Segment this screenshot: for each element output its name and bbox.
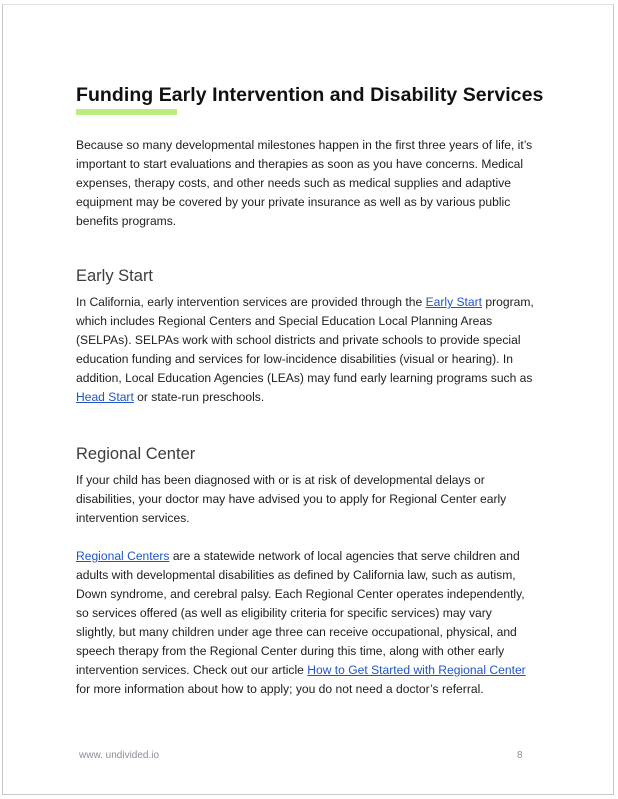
document-page: [2, 4, 614, 795]
text-line: slightly, but many children under age three can receive occupational, physical, and: [76, 625, 517, 639]
text-span: are a statewide network of local agencies that serve children and: [169, 549, 520, 563]
text-line: disabilities, your doctor may have advised you to apply for Regional Center early: [76, 492, 507, 506]
text-line: speech therapy from the Regional Center during this time, along with other early: [76, 644, 505, 658]
text-line: for more information about how to apply; you do not need a doctor’s referral.: [76, 682, 484, 696]
section-heading-regional-center: Regional Center: [76, 445, 196, 463]
how-to-get-started-link[interactable]: How to Get Started with Regional Center: [307, 663, 526, 677]
text-line: [76, 661, 556, 680]
text-line: (SELPAs). SELPAs work with school districts and private schools to provide special: [76, 333, 521, 347]
text-line: If your child has been diagnosed with or is at risk of developmental delays or: [76, 473, 485, 487]
text-span: intervention services. Check out our article: [76, 663, 308, 677]
intro-paragraph: [76, 136, 556, 231]
text-span: or state-run preschools.: [133, 390, 265, 404]
section-heading-early-start: Early Start: [76, 267, 154, 285]
text-line: Because so many developmental milestones happen in the first three years of life, it’s: [76, 138, 533, 152]
text-line: adults with developmental disabilities as defined by California law, such as autism,: [76, 568, 516, 582]
head-start-link[interactable]: Head Start: [76, 390, 134, 404]
title-accent-underline: [76, 109, 177, 115]
early-start-link[interactable]: Early Start: [425, 295, 483, 309]
text-line: education funding and services for low-incidence disabilities (visual or hearing). In: [76, 352, 513, 366]
text-line: addition, Local Education Agencies (LEAs) may fund early learning programs such as: [76, 371, 533, 385]
text-line: Down syndrome, and cerebral palsy. Each Regional Center operates independently,: [76, 587, 525, 601]
text-line: important to start evaluations and therapies as soon as you have concerns. Medical: [76, 157, 524, 171]
regional-center-paragraph-2: [76, 547, 556, 699]
text-line: intervention services.: [76, 511, 190, 525]
early-start-paragraph: [76, 293, 556, 407]
text-span: In California, early intervention services are provided through the: [76, 295, 426, 309]
text-line: benefits programs.: [76, 214, 177, 228]
page-title: Funding Early Intervention and Disability Services: [76, 84, 544, 106]
text-line: which includes Regional Centers and Special Education Local Planning Areas: [76, 314, 493, 328]
text-line: [76, 293, 556, 312]
text-line: so services offered (as well as eligibility criteria for specific services) may vary: [76, 606, 492, 620]
text-line: equipment may be covered by your private insurance as well as by various public: [76, 195, 511, 209]
text-line: [76, 388, 556, 407]
regional-centers-link[interactable]: Regional Centers: [76, 549, 170, 563]
text-line: [76, 547, 556, 566]
text-line: expenses, therapy costs, and other needs such as medical supplies and adaptive: [76, 176, 511, 190]
footer-website: www. undivided.io: [79, 750, 160, 761]
regional-center-paragraph-1: [76, 471, 556, 528]
page-number: 8: [517, 750, 523, 761]
text-span: program,: [482, 295, 534, 309]
